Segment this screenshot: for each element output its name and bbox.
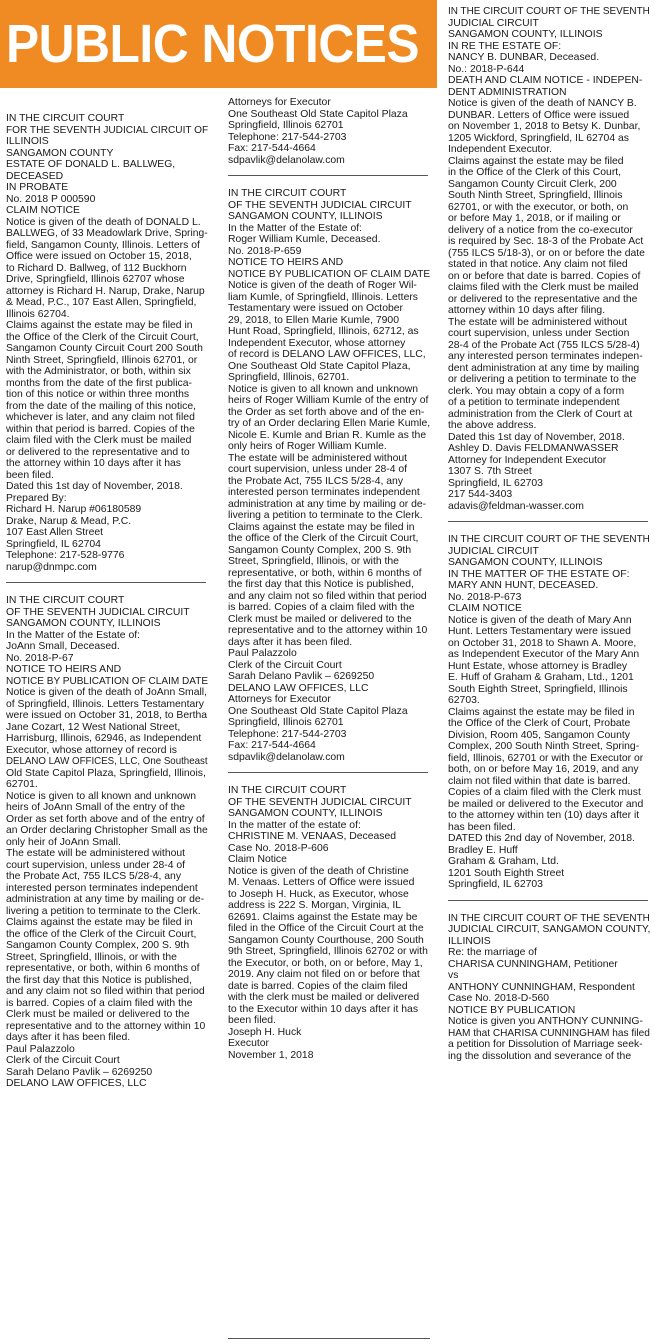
notice-line: DELANO LAW OFFICES, LLC, One Southeast xyxy=(6,756,208,767)
notice-line: Bradley E. Huff xyxy=(448,844,518,856)
notice-line: Springfield, Illinois, 62701. xyxy=(228,372,350,383)
notice-line: sdpavlik@delanolaw.com xyxy=(228,154,345,166)
notice-line: NANCY B. DUNBAR, Deceased. xyxy=(448,52,600,63)
notice-line: and any claim not so filed within that period xyxy=(6,986,205,997)
notice-line: the Order as set forth above and of the en- xyxy=(228,406,425,418)
notice-line: Notice is given of the death of Christine xyxy=(228,865,409,877)
notice-line: BALLWEG, of 33 Meadowlark Drive, Spring- xyxy=(6,228,208,239)
notice-line: Clerk of the Circuit Court xyxy=(228,659,342,671)
notice-line: date is barred. Copies of the claim filed xyxy=(228,980,408,992)
notice-line: on October 31, 2018 to Shawn A. Moore, xyxy=(448,637,637,649)
notice-line: NOTICE BY PUBLICATION OF CLAIM DATE xyxy=(6,675,209,687)
notice-line: The estate will be administered without xyxy=(228,452,408,464)
notice-line: with the Administrator, or both, within six xyxy=(6,366,191,377)
notice-line: Telephone: 217-528-9776 xyxy=(6,550,125,561)
notice-line: IN THE CIRCUIT COURT xyxy=(6,113,125,124)
notice-line: DENT ADMINISTRATION xyxy=(448,86,567,98)
notice-line: representative and to the attorney within 10 xyxy=(228,625,428,636)
notice-line: Clerk must be mailed or delivered to the xyxy=(228,613,412,625)
notice-line: Nicole E. Kumle and Brian R. Kumle as the xyxy=(228,429,427,441)
notice-line: in the Office of the Clerk of this Court, xyxy=(448,167,622,178)
notice-line: Illinois 62704. xyxy=(6,308,70,320)
notice-line: Claims against the estate may be filed in xyxy=(448,706,635,718)
notice-line: Office were issued on October 15, 2018, xyxy=(6,251,192,262)
notice-line: dent administration at any time by mailing xyxy=(448,362,640,374)
notice-line: Joseph H. Huck xyxy=(228,1026,302,1038)
notice-line: is required by Sec. 18-3 of the Probate Act xyxy=(448,236,644,247)
notice-line: liam Kumle, of Springfield, Illinois. Letters xyxy=(228,291,418,303)
notice-line: attorney is Richard H. Narup, Drake, Narup xyxy=(6,285,205,297)
notice-line: or before May 1, 2018, or if mailing or xyxy=(448,213,621,224)
notice-line: CLAIM NOTICE xyxy=(6,205,80,216)
notice-line: tion of this notice or within three months xyxy=(6,389,190,400)
notice-line: SANGAMON COUNTY, ILLINOIS xyxy=(448,557,603,568)
notice-line: has been filed. xyxy=(448,821,516,833)
notice-line: Springfield, IL 62703 xyxy=(448,879,543,890)
notice-line: livering a petition to terminate to the Clerk. xyxy=(228,510,423,521)
notice-line: JUDICIAL CIRCUIT, SANGAMON COUNTY, xyxy=(448,924,651,935)
notice-line: ESTATE OF DONALD L. BALLWEG, xyxy=(6,159,176,170)
notice-line: OF THE SEVENTH JUDICIAL CIRCUIT xyxy=(228,796,412,808)
notice-line: No. 2018 P 000590 xyxy=(6,193,96,205)
notice-line: try of an Order declaring Ellen Marie Kumle, xyxy=(228,418,431,429)
notice-line: clerk. You may obtain a copy of a form xyxy=(448,385,625,397)
notice-line: Notice is given of the death of JoAnn Small, xyxy=(6,687,207,698)
notice-line: Attorney for Independent Executor xyxy=(448,454,607,466)
column-1 xyxy=(6,113,208,1090)
divider xyxy=(6,582,206,583)
notice-line: Notice is given to all known and unknown xyxy=(6,790,197,802)
notice-line: the above address. xyxy=(448,420,537,431)
notice-line: Ashley D. Davis FELDMANWASSER xyxy=(448,443,619,454)
notice-line: days after it has been filed. xyxy=(6,1032,131,1043)
notice-line: Drive, Springfield, Illinois 62707 whose xyxy=(6,274,185,285)
notice-line: NOTICE TO HEIRS AND xyxy=(6,664,122,675)
notice-line: Notice is given to all known and unknown xyxy=(228,383,419,395)
page-title: PUBLIC NOTICES xyxy=(6,14,420,74)
notice-line: Notice is given of the death of Mary Ann xyxy=(448,614,632,626)
notice-line: SANGAMON COUNTY, ILLINOIS xyxy=(228,211,383,222)
notice-line: No. 2018-P-659 xyxy=(228,245,302,257)
notice-line: the Executor, or both, on or before, May 1, xyxy=(228,957,423,969)
notice-line: be mailed or delivered to the Executor and xyxy=(448,798,644,810)
header-banner xyxy=(0,0,437,88)
notice-line: South Eighth Street, Springfield, Illinois xyxy=(448,683,628,695)
notice-line: IN THE CIRCUIT COURT xyxy=(228,785,347,796)
notice-line: E. Huff of Graham & Graham, Ltd., 1201 xyxy=(448,672,634,683)
notice-line: representative, or both, within 6 months of xyxy=(228,567,422,579)
notice-line: a petition for Dissolution of Marriage seek- xyxy=(448,1039,643,1050)
notice-line: No. 2018-P-673 xyxy=(448,591,522,603)
notice xyxy=(448,534,650,891)
notice-line: CHARISA CUNNINGHAM, Petitioner xyxy=(448,958,618,970)
notice-line: is barred. Copies of a claim filed with the xyxy=(6,997,193,1009)
notice-line: only heir of JoAnn Small. xyxy=(6,836,121,848)
divider xyxy=(448,521,648,522)
notice-line: ANTHONY CUNNINGHAM, Respondent xyxy=(448,981,635,993)
notice-line: Old State Capitol Plaza, Springfield, Illinois, xyxy=(6,767,206,779)
notice-line: to the attorney within ten (10) days after it xyxy=(448,810,640,821)
notice-line: Claims against the estate may be filed in xyxy=(6,917,193,928)
notice-line: the Probate Act, 755 ILCS 5/28-4, any xyxy=(6,871,182,882)
notice-line: ILLINOIS xyxy=(448,935,491,947)
notice-line: Hunt. Letters Testamentary were issued xyxy=(448,626,631,637)
notice-line: to Richard D. Ballweg, of 112 Buckhorn xyxy=(6,262,187,274)
notice-line: field, Illinois, 62701 or with the Executor or xyxy=(448,752,644,764)
notice-line: the Office of the Clerk of Court, Probate xyxy=(448,718,631,729)
notice-line: No. 2018-P-67 xyxy=(6,652,74,664)
notice-line: stated in that notice. Any claim not filed xyxy=(448,259,628,270)
notice-line: NOTICE BY PUBLICATION xyxy=(448,1004,576,1016)
notice-line: were issued on October 31, 2018, to Bertha xyxy=(6,710,208,721)
divider xyxy=(228,175,428,176)
notice-line: CLAIM NOTICE xyxy=(448,603,522,614)
notice-line: Paul Palazzolo xyxy=(228,648,297,659)
notice-line: NOTICE TO HEIRS AND xyxy=(228,257,344,268)
notice-line: livering a petition to terminate to the Clerk. xyxy=(6,905,201,917)
notice-line: within that period is barred. Copies of the xyxy=(6,423,195,435)
notice-line: Drake, Narup & Mead, P.C. xyxy=(6,515,132,527)
notice-line: 1205 Wickford, Springfield, IL 62704 as xyxy=(448,132,629,144)
notice-line: 217 544-3403 xyxy=(448,489,513,500)
notice-line: administration from the Clerk of Court at xyxy=(448,408,633,420)
notice-line: Springfield, Illinois 62701 xyxy=(228,717,344,728)
notice-line: Paul Palazzolo xyxy=(6,1043,75,1055)
notice-line: 1201 South Eighth Street xyxy=(448,867,565,879)
column-2 xyxy=(228,97,430,1061)
notice-line: Street, Springfield, Illinois, or with the xyxy=(228,556,399,567)
notice-line: IN THE CIRCUIT COURT xyxy=(228,188,347,199)
notice-line: months from the date of the first publica- xyxy=(6,377,192,389)
notice xyxy=(448,6,650,512)
notice-line: Notice is given of the death of DONALD L. xyxy=(6,216,201,228)
notice-line: IN THE CIRCUIT COURT OF THE SEVENTH xyxy=(448,534,650,545)
notice-line: Sarah Delano Pavlik – 6269250 xyxy=(228,671,375,682)
notice-line: Sangamon County Courthouse, 200 South xyxy=(228,934,424,946)
notice-line: the Probate Act, 755 ILCS 5/28-4, any xyxy=(228,475,404,487)
divider xyxy=(228,1338,430,1339)
notice-line: DELANO LAW OFFICES, LLC xyxy=(228,682,369,694)
notice-line: One Southeast Old State Capitol Plaza xyxy=(228,705,408,717)
notice-line: In the Matter of the Estate of: xyxy=(6,629,140,641)
notice-line: or delivering a petition to terminate to the xyxy=(448,374,637,385)
notice-line: Jane Cozart, 12 West National Street, xyxy=(6,721,181,733)
notice-line: filed in the Office of the Circuit Court at the xyxy=(228,923,424,934)
notice-line: 1307 S. 7th Street xyxy=(448,466,532,477)
notice-line: Hunt Estate, whose attorney is Bradley xyxy=(448,660,628,672)
notice-line: CHRISTINE M. VENAAS, Deceased xyxy=(228,831,397,842)
notice-line: Sarah Delano Pavlik – 6269250 xyxy=(6,1066,153,1078)
notice-line: Springfield, Illinois 62701 xyxy=(228,120,344,131)
notice-line: FOR THE SEVENTH JUDICIAL CIRCUIT OF xyxy=(6,124,209,136)
notice-line: Independent Executor. xyxy=(448,144,552,155)
notice-line: IN THE CIRCUIT COURT OF THE SEVENTH xyxy=(448,6,650,17)
notice-line: DUNBAR. Letters of Office were issued xyxy=(448,109,630,121)
notice-line: Hunt Road, Springfield, Illinois, 62712, as xyxy=(228,326,419,337)
notice-line: JUDICIAL CIRCUIT xyxy=(448,545,539,557)
notice-line: administration at any time by mailing or de- xyxy=(6,894,205,905)
notice-line: only heirs of Roger William Kumle. xyxy=(228,441,387,452)
notice-line: the office of the Clerk of the Circuit Court, xyxy=(228,533,419,544)
notice-line: DATED this 2nd day of November, 2018. xyxy=(448,833,635,844)
notice-line: Testamentary were issued on October xyxy=(228,303,403,314)
notice-line: days after it has been filed. xyxy=(228,636,353,648)
column-3 xyxy=(448,6,650,1062)
notice-line: JUDICIAL CIRCUIT xyxy=(448,17,539,29)
notice-line: 62701, or with the executor, or both, on xyxy=(448,201,629,213)
notice-line: to the Executor within 10 days after it has xyxy=(228,1003,419,1015)
notice-line: representative and to the attorney within 10 xyxy=(6,1020,206,1032)
notice-line: Graham & Graham, Ltd. xyxy=(448,856,559,867)
notice-line: 28-4 of the Probate Act (755 ILCS 5/28-4) xyxy=(448,339,640,351)
notice-line: One Southeast Old State Capitol Plaza xyxy=(228,108,408,120)
notice-line: of record is DELANO LAW OFFICES, LLC, xyxy=(228,349,426,360)
notice-line: IN THE CIRCUIT COURT xyxy=(6,595,125,606)
notice-line: JoAnn Small, Deceased. xyxy=(6,641,120,652)
notice-line: In the Matter of the Estate of: xyxy=(228,222,362,234)
notice-line: The estate will be administered without xyxy=(448,316,628,328)
notice-line: South Ninth Street, Springfield, Illinois xyxy=(448,190,623,201)
notice-line: (755 ILCS 5/18-3), or on or before the date xyxy=(448,247,645,259)
notice-line: Ninth Street, Springfield, Illinois 62701, or xyxy=(6,354,198,366)
notice-line: Sangamon County Circuit Court 200 South xyxy=(6,343,203,354)
notice-line: Independent Executor, whose attorney xyxy=(228,337,406,349)
notice-line: In the matter of the estate of: xyxy=(228,819,361,831)
notice-line: One Southeast Old State Capitol Plaza, xyxy=(228,360,411,372)
notice-line: HAM that CHARISA CUNNINGHAM has filed xyxy=(448,1027,650,1039)
notice-line: OF THE SEVENTH JUDICIAL CIRCUIT xyxy=(228,199,412,211)
notice-line: 29, 2018, to Ellen Marie Kumle, 7900 xyxy=(228,314,399,326)
notice-line: been filed. xyxy=(228,1015,276,1026)
notice-line: Claims against the estate may be filed in xyxy=(228,521,415,533)
notice-line: court supervision, unless under 28-4 of xyxy=(228,464,408,475)
notice xyxy=(448,913,650,1063)
notice-line: No.: 2018-P-644 xyxy=(448,63,525,75)
notice-line: Notice is given you ANTHONY CUNNING- xyxy=(448,1016,643,1027)
notice-line: the Office of the Clerk of the Circuit Court, xyxy=(6,331,199,343)
notice-line: Attorneys for Executor xyxy=(228,97,331,108)
notice-line: Prepared By: xyxy=(6,492,67,504)
notice-line: Executor, whose attorney of record is xyxy=(6,744,177,756)
notice-line: Case No. 2018-P-606 xyxy=(228,842,329,854)
notice-line: Springfield, IL 62704 xyxy=(6,538,101,550)
notice-line: interested person terminates independent xyxy=(228,487,420,498)
notice-line: DEATH AND CLAIM NOTICE - INDEPEN- xyxy=(448,75,643,86)
notice-line: Telephone: 217-544-2703 xyxy=(228,728,347,740)
notice-line: representative, or both, within 6 months of xyxy=(6,963,200,974)
notice-line: 2019. Any claim not filed on or before that xyxy=(228,969,420,980)
notice-line: from the date of the mailing of this notice, xyxy=(6,400,197,412)
notice-line: 107 East Allen Street xyxy=(6,527,104,538)
notice xyxy=(6,113,208,573)
notice-line: administration at any time by mailing or de- xyxy=(228,498,427,510)
notice-line: Fax: 217-544-4664 xyxy=(228,143,316,154)
notice-line: IN RE THE ESTATE OF: xyxy=(448,40,562,52)
notice-line: both, on or before May 16, 2019, and any xyxy=(448,764,639,775)
notice-line: IN THE CIRCUIT COURT OF THE SEVENTH xyxy=(448,912,650,924)
notice-line: SANGAMON COUNTY, ILLINOIS xyxy=(6,618,161,629)
notice-line: claim not filed within that date is barred. xyxy=(448,775,631,787)
notice-line: the attorney within 10 days after it has xyxy=(6,458,182,469)
notice-line: Dated this 1st day of November, 2018. xyxy=(6,481,183,492)
notice-line: claim filed with the Clerk must be mailed xyxy=(6,435,192,446)
notice-line: 9th Street, Springfield, Illinois 62702 or with xyxy=(228,946,428,957)
notice xyxy=(228,97,430,166)
notice-line: is barred. Copies of a claim filed with the xyxy=(228,602,415,613)
notice xyxy=(228,188,430,763)
notice-line: on November 1, 2018 to Betsy K. Dunbar, xyxy=(448,121,641,132)
notice-line: November 1, 2018 xyxy=(228,1049,314,1061)
notice-line: of a petition to terminate independent xyxy=(448,397,620,408)
notice-line: Notice is given of the death of Roger Wil- xyxy=(228,280,417,291)
notice-line: 62691. Claims against the Estate may be xyxy=(228,911,418,923)
notice-line: any interested person terminates indepen- xyxy=(448,351,643,362)
notice-line: Roger William Kumle, Deceased. xyxy=(228,234,381,245)
notice-line: to Joseph H. Huck, as Executor, whose xyxy=(228,888,409,900)
notice-line: the first day that this Notice is published, xyxy=(6,974,192,986)
notice-line: OF THE SEVENTH JUDICIAL CIRCUIT xyxy=(6,606,190,618)
notice-line: delivery of a notice from the co-executor xyxy=(448,224,633,236)
notice-line: claims filed with the Clerk must be mailed xyxy=(448,282,639,293)
notice-line: an Order declaring Christopher Small as the xyxy=(6,825,208,836)
notice-line: as Independent Executor of the Mary Ann xyxy=(448,649,640,660)
notice-line: Claim Notice xyxy=(228,854,287,865)
notice-line: SANGAMON COUNTY, ILLINOIS xyxy=(228,808,383,819)
notice-line: on or before that date is barred. Copies of xyxy=(448,270,641,282)
notice-line: the office of the Clerk of the Circuit Court, xyxy=(6,928,197,940)
notice-line: the first day that this Notice is published, xyxy=(228,579,414,590)
notice-line: with the clerk must be mailed or delivered xyxy=(228,992,420,1003)
notice-line: Claims against the estate may be filed in xyxy=(6,320,193,331)
notice-line: MARY ANN HUNT, DECEASED. xyxy=(448,580,599,591)
notice-line: & Mead, P.C., 107 East Allen, Springfield, xyxy=(6,297,197,308)
notice-line: SANGAMON COUNTY xyxy=(6,147,114,159)
notice-line: adavis@feldman-wasser.com xyxy=(448,500,584,512)
notice-line: Fax: 217-544-4664 xyxy=(228,740,316,751)
notice-line: Re: the marriage of xyxy=(448,947,537,958)
notice-line: whichever is later, and any claim not filed xyxy=(6,412,195,423)
notice-line: heirs of JoAnn Small of the entry of the xyxy=(6,802,186,813)
divider xyxy=(228,772,428,773)
notice-line: Sangamon County Complex, 200 S. 9th xyxy=(6,940,190,951)
notice-line: Order as set forth above and of the entry of xyxy=(6,813,205,825)
notice-line: and any claim not so filed within that period xyxy=(228,590,427,602)
notice-line: 62703. xyxy=(448,695,480,706)
notice-line: court supervision, unless under 28-4 of xyxy=(6,859,186,871)
notice-line: Harrisburg, Illinois, 62946, as Independent xyxy=(6,733,202,744)
notice-line: attorney within 10 days after filing. xyxy=(448,305,606,316)
notice-line: DELANO LAW OFFICES, LLC xyxy=(6,1078,147,1089)
notice-line: ing the dissolution and severance of the xyxy=(448,1050,632,1062)
notice xyxy=(6,595,208,1090)
notice-line: address is 222 S. Morgan, Virginia, IL xyxy=(228,900,402,911)
notice-line: court supervision, unless under Section xyxy=(448,328,630,339)
notice-line: been filed. xyxy=(6,469,54,481)
notice-line: IN PROBATE xyxy=(6,182,69,193)
notice-line: Notice is given of the death of NANCY B. xyxy=(448,98,637,109)
notice-line: ILLINOIS xyxy=(6,136,49,147)
notice-line: DECEASED xyxy=(6,170,64,182)
notice-line: Division, Room 405, Sangamon County xyxy=(448,729,630,741)
notice-line: Dated this 1st day of November, 2018. xyxy=(448,431,625,443)
notice-line: Clerk of the Circuit Court xyxy=(6,1055,120,1066)
notice-line: Claims against the estate may be filed xyxy=(448,155,624,167)
notice-line: Case No. 2018-D-560 xyxy=(448,993,550,1004)
notice-line: Telephone: 217-544-2703 xyxy=(228,131,347,143)
notice-line: or delivered to the representative and the xyxy=(448,293,638,305)
notice-line: The estate will be administered without xyxy=(6,848,186,859)
notice-line: IN THE MATTER OF THE ESTATE OF: xyxy=(448,568,630,580)
notice xyxy=(228,785,430,1061)
notice-line: Copies of a claim filed with the Clerk must xyxy=(448,787,641,798)
notice-line: M. Venaas. Letters of Office were issued xyxy=(228,877,415,888)
notice-line: Executor xyxy=(228,1038,270,1049)
notice-line: NOTICE BY PUBLICATION OF CLAIM DATE xyxy=(228,268,431,280)
notice-line: of Springfield, Illinois. Letters Testamentary xyxy=(6,698,204,710)
notice-line: Sangamon County Complex, 200 S. 9th xyxy=(228,544,412,556)
divider xyxy=(448,900,648,901)
notice-line: interested person terminates independent xyxy=(6,882,198,894)
notice-line: Sangamon County Circuit Clerk, 200 xyxy=(448,178,617,190)
notice-line: Attorneys for Executor xyxy=(228,694,331,705)
notice-line: Complex, 200 South Ninth Street, Spring- xyxy=(448,741,640,752)
notice-line: Street, Springfield, Illinois, or with the xyxy=(6,951,177,963)
notice-line: Clerk must be mailed or delivered to the xyxy=(6,1009,190,1020)
notice-line: vs xyxy=(448,970,459,981)
notice-line: SANGAMON COUNTY, ILLINOIS xyxy=(448,29,603,40)
notice-line: Richard H. Narup #06180589 xyxy=(6,504,142,515)
notice-line: heirs of Roger William Kumle of the entry of xyxy=(228,395,429,406)
notice-line: 62701. xyxy=(6,779,38,790)
notice-line: narup@dnmpc.com xyxy=(6,561,97,573)
notice-line: field, Sangamon County, Illinois. Letters of xyxy=(6,239,200,251)
notice-line: or delivered to the representative and to xyxy=(6,446,190,458)
notice-line: sdpavlik@delanolaw.com xyxy=(228,751,345,763)
notice-line: Springfield, IL 62703 xyxy=(448,477,543,489)
